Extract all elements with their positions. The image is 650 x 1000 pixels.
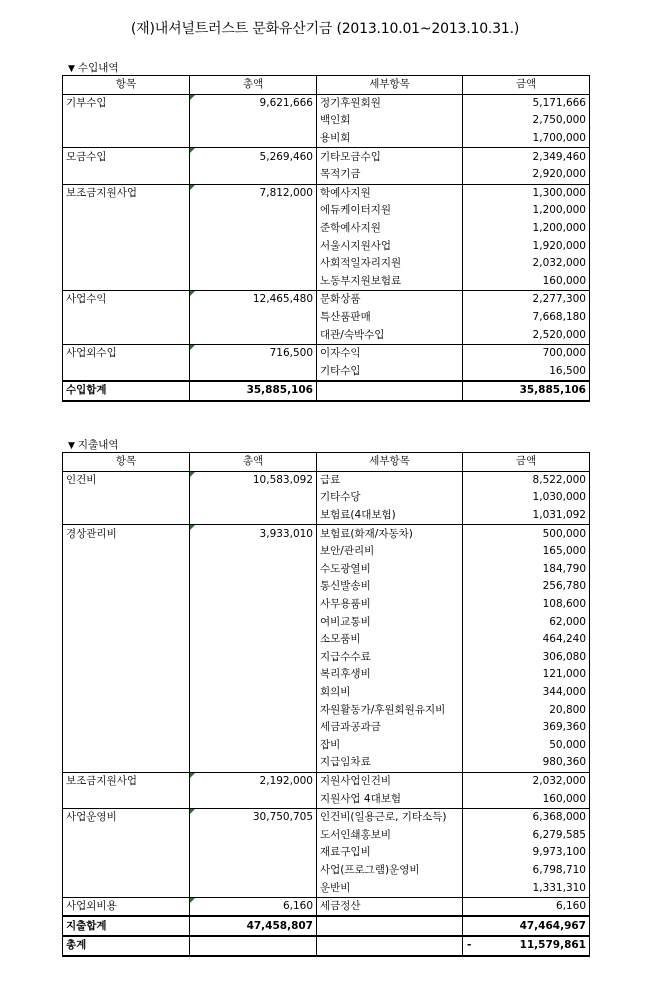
table-row [63, 613, 590, 631]
category-cell [63, 130, 190, 148]
category-total-cell [190, 237, 317, 255]
category-total-cell [190, 754, 317, 772]
detail-amount-cell: 1,030,000 [463, 489, 590, 507]
detail-item-cell: 대관/숙박수입 [317, 326, 463, 344]
table-row [63, 326, 590, 344]
category-cell [63, 363, 190, 382]
table-row [63, 701, 590, 719]
detail-item-cell: 지급수수료 [317, 649, 463, 667]
detail-item-cell: 사무용품비 [317, 596, 463, 614]
table-row [63, 184, 590, 202]
detail-amount-cell: 1,920,000 [463, 237, 590, 255]
table-row [63, 273, 590, 291]
category-cell: 보조금지원사업 [63, 772, 190, 790]
detail-item-cell: 보험료(4대보험) [317, 507, 463, 525]
detail-amount-cell: 50,000 [463, 737, 590, 755]
category-total-cell: 12,465,480 [190, 291, 317, 309]
detail-amount-cell: 6,160 [463, 897, 590, 916]
category-cell [63, 578, 190, 596]
detail-item-cell: 문화상품 [317, 291, 463, 309]
category-cell: 기부수입 [63, 94, 190, 112]
grand-total-amount-cell [463, 936, 590, 956]
category-total-cell: 7,812,000 [190, 184, 317, 202]
income-section-label [68, 60, 119, 75]
comment-marker-icon [190, 773, 195, 778]
empty-cell [317, 936, 463, 956]
detail-amount-cell: 20,800 [463, 701, 590, 719]
category-total-cell [190, 220, 317, 238]
category-cell [63, 237, 190, 255]
detail-item-cell: 보안/관리비 [317, 543, 463, 561]
category-cell: 경상관리비 [63, 525, 190, 543]
column-header: 항목 [63, 76, 190, 95]
category-cell [63, 754, 190, 772]
detail-amount-cell: 256,780 [463, 578, 590, 596]
category-total-cell [190, 844, 317, 862]
empty-cell [317, 916, 463, 936]
table-row [63, 879, 590, 897]
table-row [63, 309, 590, 327]
category-cell [63, 166, 190, 184]
detail-item-cell: 통신발송비 [317, 578, 463, 596]
detail-item-cell: 특산품판매 [317, 309, 463, 327]
category-cell [63, 719, 190, 737]
category-cell [63, 862, 190, 880]
detail-item-cell: 이자수익 [317, 344, 463, 362]
category-cell [63, 790, 190, 808]
column-header: 금액 [463, 76, 590, 95]
category-cell [63, 684, 190, 702]
sum-amount-cell: 35,885,106 [463, 381, 590, 401]
expense-table [62, 452, 590, 957]
detail-amount-cell: 6,279,585 [463, 826, 590, 844]
detail-amount-cell: 2,277,300 [463, 291, 590, 309]
detail-item-cell: 서울시지원사업 [317, 237, 463, 255]
category-cell [63, 649, 190, 667]
category-cell [63, 255, 190, 273]
detail-amount-cell: 980,360 [463, 754, 590, 772]
category-total-cell [190, 649, 317, 667]
detail-item-cell: 학예사지원 [317, 184, 463, 202]
category-cell [63, 701, 190, 719]
table-row [63, 719, 590, 737]
detail-amount-cell: 108,600 [463, 596, 590, 614]
table-row [63, 94, 590, 112]
category-cell [63, 666, 190, 684]
detail-amount-cell: 62,000 [463, 613, 590, 631]
category-cell [63, 631, 190, 649]
table-row [63, 237, 590, 255]
table-row [63, 844, 590, 862]
category-cell [63, 309, 190, 327]
comment-marker-icon [190, 291, 195, 296]
detail-amount-cell: 9,973,100 [463, 844, 590, 862]
category-total-cell: 10,583,092 [190, 471, 317, 489]
category-total-cell: 2,192,000 [190, 772, 317, 790]
category-total-cell [190, 719, 317, 737]
detail-amount-cell: 6,798,710 [463, 862, 590, 880]
category-total-cell [190, 631, 317, 649]
table-row [63, 166, 590, 184]
table-row [63, 666, 590, 684]
empty-cell [317, 381, 463, 401]
category-total-cell [190, 613, 317, 631]
category-total-cell [190, 596, 317, 614]
detail-amount-cell: 500,000 [463, 525, 590, 543]
table-row [63, 130, 590, 148]
table-row [63, 148, 590, 166]
grand-total-amount: 11,579,861 [519, 939, 586, 952]
detail-item-cell: 사회적일자리지원 [317, 255, 463, 273]
category-cell [63, 220, 190, 238]
table-row [63, 291, 590, 309]
category-total-cell [190, 489, 317, 507]
minus-sign: - [467, 939, 472, 952]
category-total-cell: 30,750,705 [190, 808, 317, 826]
table-row [63, 202, 590, 220]
table-row [63, 525, 590, 543]
detail-amount-cell: 6,368,000 [463, 808, 590, 826]
table-header-row [63, 76, 590, 95]
detail-amount-cell: 7,668,180 [463, 309, 590, 327]
income-label: 수입내역 [77, 62, 119, 74]
detail-amount-cell: 184,790 [463, 561, 590, 579]
detail-amount-cell: 160,000 [463, 273, 590, 291]
detail-amount-cell: 344,000 [463, 684, 590, 702]
comment-marker-icon [190, 525, 195, 530]
category-cell: 사업외수입 [63, 344, 190, 362]
detail-item-cell: 기타모금수입 [317, 148, 463, 166]
sum-row [63, 916, 590, 936]
detail-amount-cell: 165,000 [463, 543, 590, 561]
category-cell: 사업운영비 [63, 808, 190, 826]
category-cell: 사업외비용 [63, 897, 190, 916]
detail-amount-cell: 160,000 [463, 790, 590, 808]
detail-amount-cell: 1,700,000 [463, 130, 590, 148]
table-row [63, 363, 590, 382]
category-cell [63, 826, 190, 844]
table-row [63, 862, 590, 880]
sum-row [63, 381, 590, 401]
sum-total-cell: 47,458,807 [190, 916, 317, 936]
grand-total-row [63, 936, 590, 956]
category-total-cell [190, 202, 317, 220]
category-total-cell [190, 684, 317, 702]
detail-item-cell: 용비회 [317, 130, 463, 148]
category-total-cell [190, 255, 317, 273]
category-total-cell [190, 790, 317, 808]
category-total-cell [190, 737, 317, 755]
detail-amount-cell: 2,920,000 [463, 166, 590, 184]
page-title: (재)내셔널트러스트 문화유산기금 (2013.10.01~2013.10.31.) [130, 21, 520, 37]
detail-item-cell: 보험료(화재/자동차) [317, 525, 463, 543]
sum-amount-cell: 47,464,967 [463, 916, 590, 936]
detail-item-cell: 지원사업인건비 [317, 772, 463, 790]
table-row [63, 596, 590, 614]
sum-total-cell: 35,885,106 [190, 381, 317, 401]
detail-amount-cell: 1,300,000 [463, 184, 590, 202]
category-total-cell: 5,269,460 [190, 148, 317, 166]
table-row [63, 255, 590, 273]
detail-amount-cell: 1,031,092 [463, 507, 590, 525]
detail-item-cell: 에듀케이터지원 [317, 202, 463, 220]
comment-marker-icon [190, 809, 195, 814]
column-header: 항목 [63, 453, 190, 472]
detail-item-cell: 재료구입비 [317, 844, 463, 862]
detail-amount-cell: 2,349,460 [463, 148, 590, 166]
table-row [63, 112, 590, 130]
table-row [63, 507, 590, 525]
category-total-cell: 9,621,666 [190, 94, 317, 112]
sum-label-cell: 수입합계 [63, 381, 190, 401]
category-total-cell [190, 326, 317, 344]
category-cell [63, 561, 190, 579]
category-cell [63, 273, 190, 291]
detail-item-cell: 회의비 [317, 684, 463, 702]
comment-marker-icon [190, 345, 195, 350]
detail-amount-cell: 306,080 [463, 649, 590, 667]
category-cell [63, 844, 190, 862]
category-cell [63, 202, 190, 220]
sum-label-cell: 지출합계 [63, 916, 190, 936]
detail-amount-cell: 1,200,000 [463, 202, 590, 220]
category-cell [63, 489, 190, 507]
expense-section-label [68, 437, 119, 452]
empty-cell [190, 936, 317, 956]
table-row [63, 344, 590, 362]
column-header: 금액 [463, 453, 590, 472]
category-total-cell [190, 862, 317, 880]
detail-amount-cell: 5,171,666 [463, 94, 590, 112]
comment-marker-icon [190, 148, 195, 153]
table-row [63, 826, 590, 844]
comment-marker-icon [190, 95, 195, 100]
detail-item-cell: 도서인쇄홍보비 [317, 826, 463, 844]
category-total-cell [190, 543, 317, 561]
table-row [63, 737, 590, 755]
category-total-cell [190, 112, 317, 130]
comment-marker-icon [190, 185, 195, 190]
category-cell: 보조금지원사업 [63, 184, 190, 202]
detail-amount-cell: 2,750,000 [463, 112, 590, 130]
income-table [62, 75, 590, 402]
category-cell [63, 613, 190, 631]
category-cell [63, 326, 190, 344]
detail-item-cell: 준학예사지원 [317, 220, 463, 238]
detail-amount-cell: 121,000 [463, 666, 590, 684]
category-cell: 사업수익 [63, 291, 190, 309]
category-cell [63, 596, 190, 614]
detail-item-cell: 기타수입 [317, 363, 463, 382]
table-row [63, 754, 590, 772]
category-total-cell [190, 701, 317, 719]
category-total-cell [190, 309, 317, 327]
table-row [63, 684, 590, 702]
detail-amount-cell: 700,000 [463, 344, 590, 362]
detail-amount-cell: 1,331,310 [463, 879, 590, 897]
column-header: 세부항목 [317, 76, 463, 95]
table-row [63, 772, 590, 790]
table-row [63, 220, 590, 238]
detail-amount-cell: 8,522,000 [463, 471, 590, 489]
category-cell [63, 543, 190, 561]
detail-amount-cell: 1,200,000 [463, 220, 590, 238]
table-row [63, 897, 590, 916]
category-total-cell: 6,160 [190, 897, 317, 916]
detail-item-cell: 자원활동가/후원회원유지비 [317, 701, 463, 719]
table-row [63, 790, 590, 808]
column-header: 총액 [190, 76, 317, 95]
column-header: 세부항목 [317, 453, 463, 472]
category-total-cell [190, 363, 317, 382]
table-row [63, 543, 590, 561]
detail-item-cell: 급료 [317, 471, 463, 489]
category-total-cell: 3,933,010 [190, 525, 317, 543]
category-total-cell [190, 666, 317, 684]
column-header: 총액 [190, 453, 317, 472]
detail-item-cell: 사업(프로그램)운영비 [317, 862, 463, 880]
category-total-cell [190, 879, 317, 897]
category-total-cell [190, 507, 317, 525]
category-total-cell [190, 826, 317, 844]
detail-amount-cell: 2,520,000 [463, 326, 590, 344]
detail-item-cell: 수도광열비 [317, 561, 463, 579]
detail-amount-cell: 16,500 [463, 363, 590, 382]
expense-label: 지출내역 [77, 439, 119, 451]
detail-item-cell: 노동부지원보험료 [317, 273, 463, 291]
category-total-cell [190, 561, 317, 579]
table-row [63, 649, 590, 667]
detail-item-cell: 지원사업 4대보험 [317, 790, 463, 808]
category-total-cell [190, 578, 317, 596]
detail-item-cell: 소모품비 [317, 631, 463, 649]
category-cell [63, 737, 190, 755]
category-cell [63, 112, 190, 130]
grand-total-label-cell: 총계 [63, 936, 190, 956]
detail-item-cell: 정기후원회원 [317, 94, 463, 112]
category-cell: 인건비 [63, 471, 190, 489]
detail-amount-cell: 464,240 [463, 631, 590, 649]
category-cell: 모금수입 [63, 148, 190, 166]
table-row [63, 631, 590, 649]
triangle-down-icon: ▼ [68, 441, 75, 451]
detail-item-cell: 세금과공과금 [317, 719, 463, 737]
detail-item-cell: 잡비 [317, 737, 463, 755]
detail-item-cell: 지급임차료 [317, 754, 463, 772]
category-cell [63, 879, 190, 897]
detail-amount-cell: 2,032,000 [463, 255, 590, 273]
table-row [63, 489, 590, 507]
triangle-down-icon: ▼ [68, 64, 75, 74]
detail-item-cell: 세금정산 [317, 897, 463, 916]
category-total-cell: 716,500 [190, 344, 317, 362]
table-row [63, 561, 590, 579]
comment-marker-icon [190, 898, 195, 903]
detail-item-cell: 인건비(일용근로, 기타소득) [317, 808, 463, 826]
detail-amount-cell: 369,360 [463, 719, 590, 737]
table-row [63, 471, 590, 489]
detail-item-cell: 백인회 [317, 112, 463, 130]
category-cell [63, 507, 190, 525]
category-total-cell [190, 130, 317, 148]
detail-item-cell: 운반비 [317, 879, 463, 897]
category-total-cell [190, 273, 317, 291]
comment-marker-icon [190, 472, 195, 477]
table-header-row [63, 453, 590, 472]
detail-item-cell: 목적기금 [317, 166, 463, 184]
detail-item-cell: 기타수당 [317, 489, 463, 507]
detail-amount-cell: 2,032,000 [463, 772, 590, 790]
table-row [63, 808, 590, 826]
detail-item-cell: 복리후생비 [317, 666, 463, 684]
table-row [63, 578, 590, 596]
category-total-cell [190, 166, 317, 184]
detail-item-cell: 여비교통비 [317, 613, 463, 631]
